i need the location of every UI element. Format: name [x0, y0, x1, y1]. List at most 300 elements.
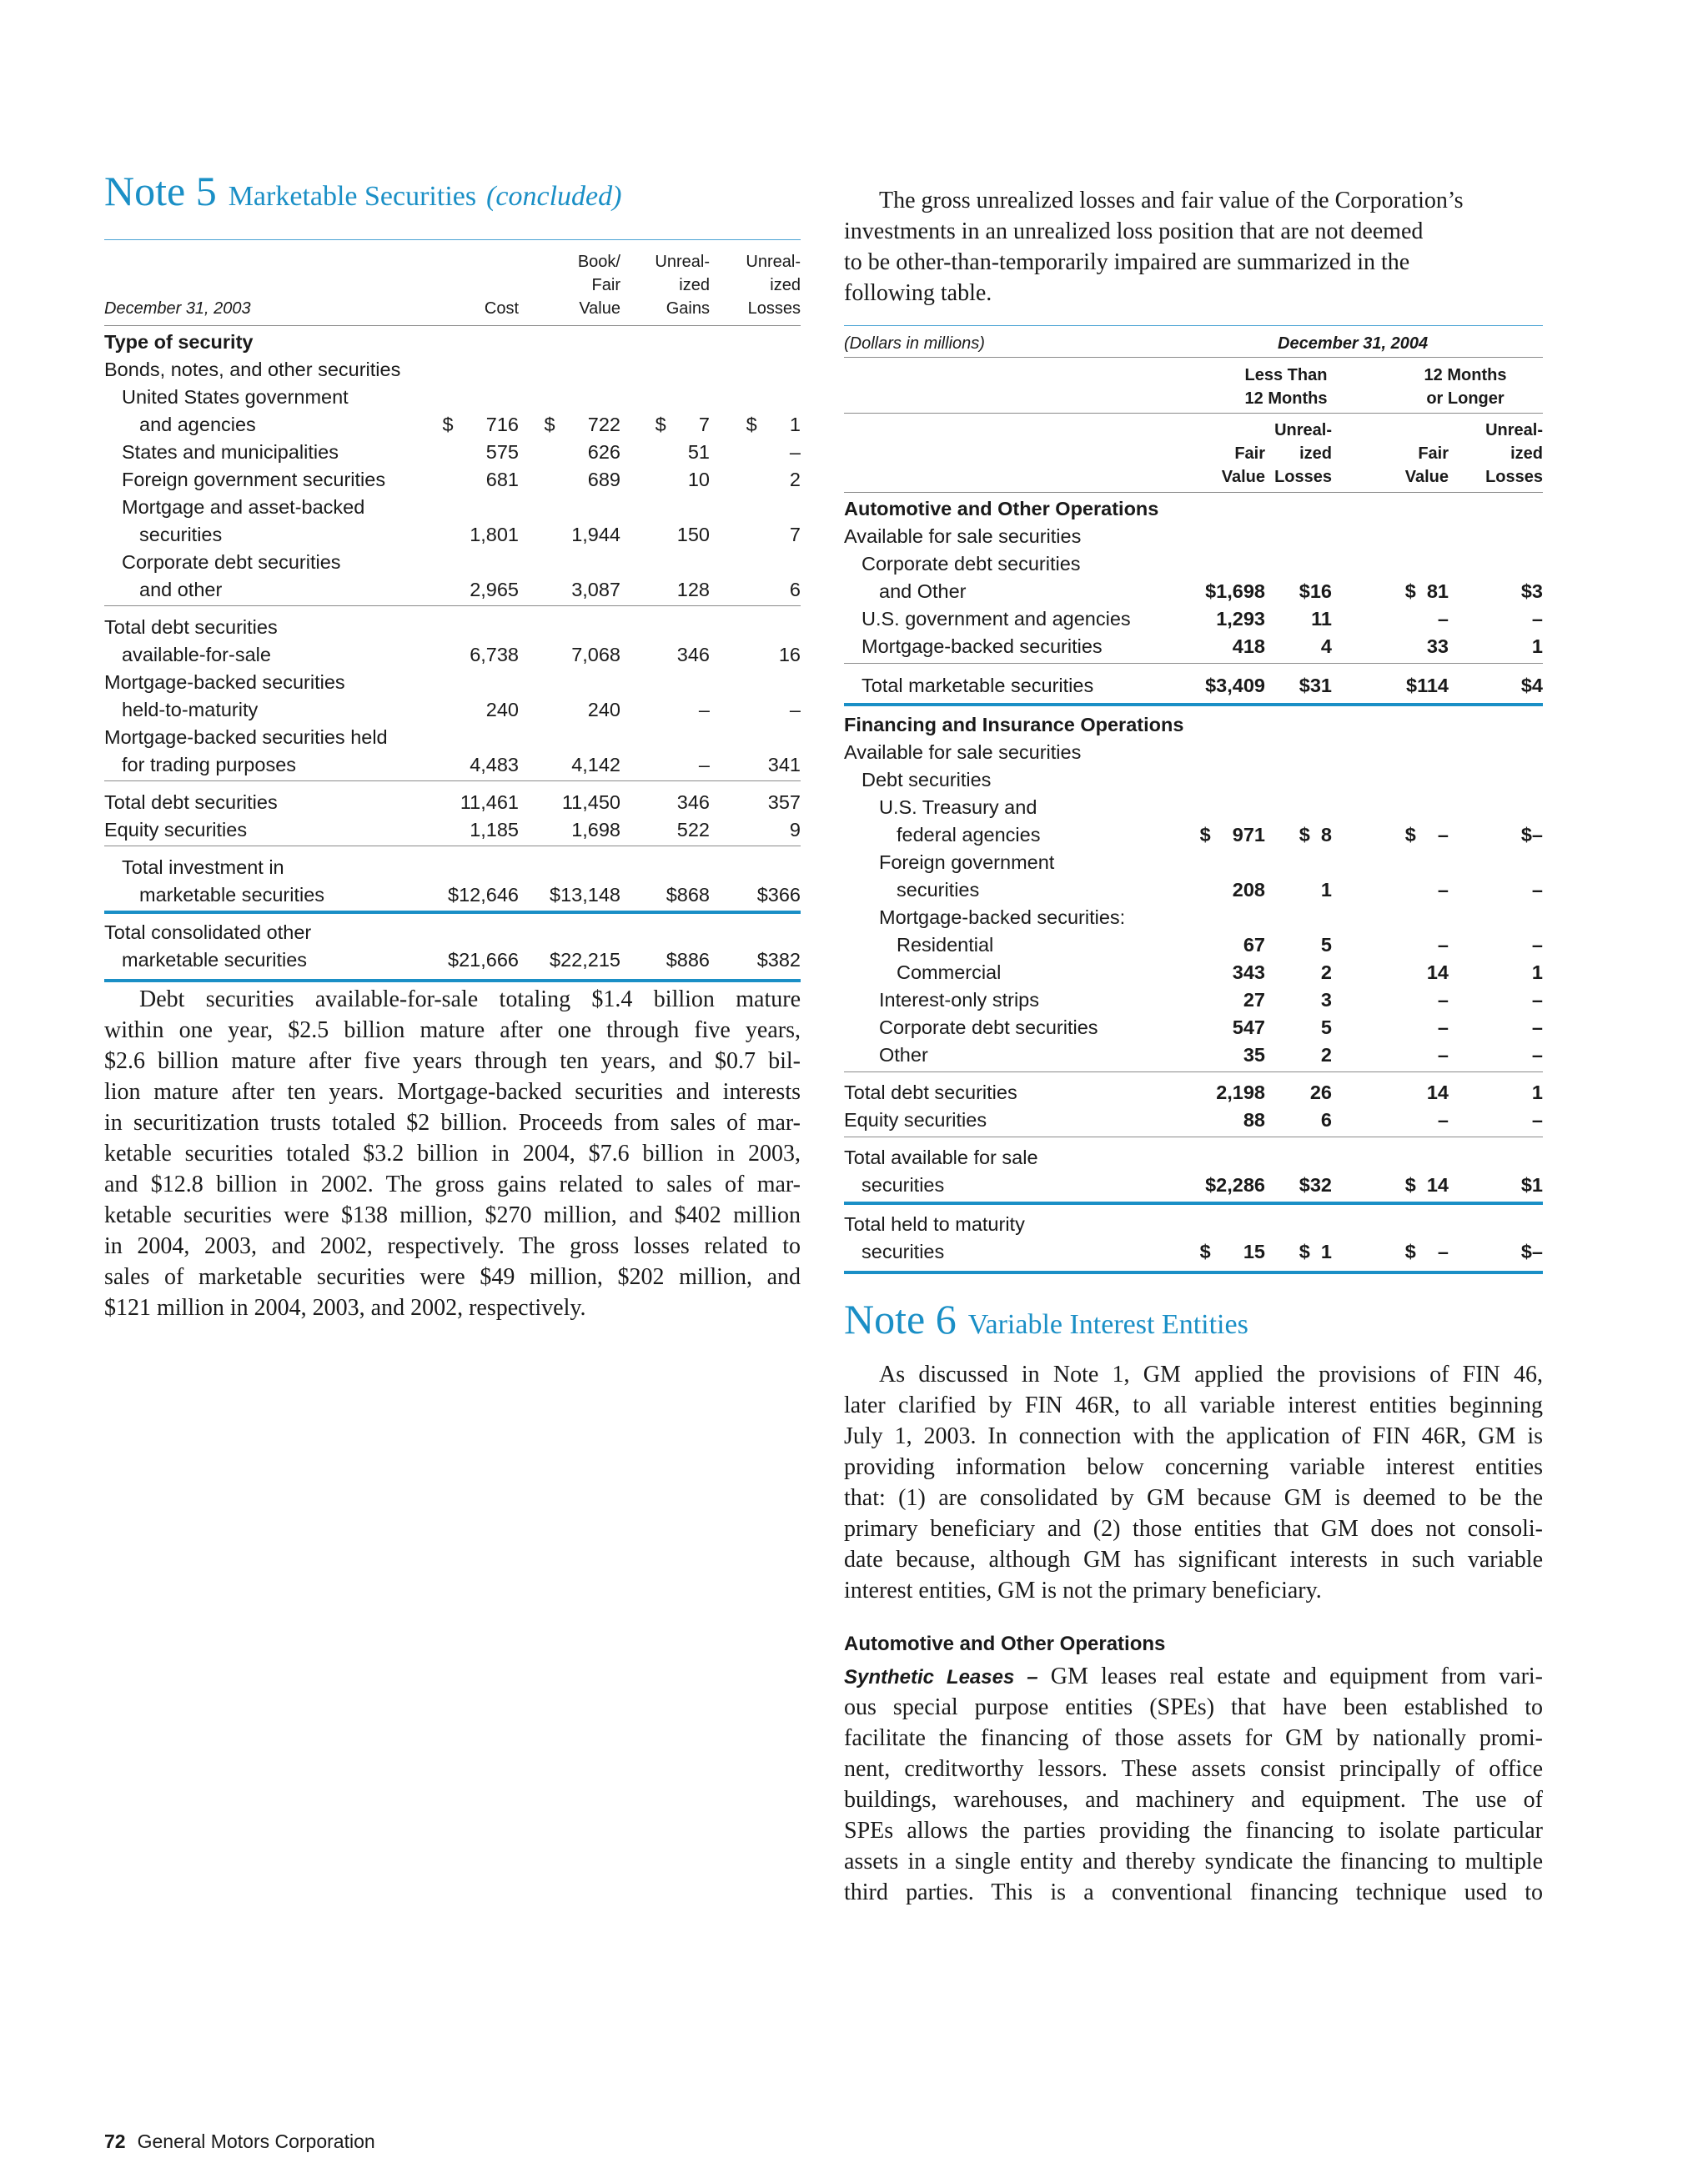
note5-paragraph-line: $2.6 billion mature after five years through ten years, and $0.7 bil- [104, 1048, 801, 1074]
note5-col-header-line: Losses [747, 299, 801, 318]
automotive-cell: – [1437, 608, 1449, 630]
financing-row-label: Debt securities [862, 769, 992, 790]
note5-header-rule [104, 325, 801, 326]
note5-paragraph [104, 984, 801, 1323]
financing-row-label: Total held to maturity [844, 1213, 1025, 1235]
note5-col-header-line: Fair [591, 276, 620, 294]
note5-cell: 4,483 [470, 754, 519, 775]
financing-row-label: Mortgage-backed securities: [879, 906, 1126, 928]
note5-cell: 1,698 [571, 819, 620, 841]
group-less-than-12-months [1203, 364, 1369, 410]
loss-col-header-line: Unreal- [1485, 421, 1543, 439]
note5-table-row [104, 816, 801, 844]
automotive-cell: $16 [1299, 580, 1332, 602]
financing-row-label: Other [879, 1044, 928, 1066]
financing-bottom-rule [844, 1271, 1543, 1274]
financing-row [844, 794, 1543, 821]
financing-cell: – [1531, 1016, 1543, 1038]
automotive-cell: 1,293 [1216, 608, 1265, 630]
financing-row [844, 904, 1543, 931]
note5-cell: 341 [767, 754, 801, 775]
financing-cell: 5 [1320, 934, 1332, 956]
group-header-line: or Longer [1426, 389, 1505, 408]
note6-number: Note 6 [844, 1296, 957, 1342]
synthetic-leases-line: facilitate the financing of those assets for GM by nationally promi- [844, 1725, 1543, 1751]
note6-paragraph-line: that: (1) are consolidated by GM because GM is deemed to be the [844, 1485, 1543, 1511]
note5-row-label: States and municipalities [122, 441, 339, 463]
financing-row [844, 1107, 1543, 1134]
financing-cell: 67 [1243, 934, 1265, 956]
synthetic-leases-label: Synthetic Leases – [844, 1666, 1038, 1689]
note5-row-label: Total debt securities [104, 616, 278, 638]
financing-cell: 5 [1320, 1016, 1332, 1038]
note5-cell: 6 [789, 579, 801, 600]
note5-cell: $ 1 [746, 414, 801, 435]
financing-cell: – [1437, 1016, 1449, 1038]
financing-cell: – [1531, 1109, 1543, 1131]
financing-cell: $ 8 [1299, 824, 1332, 846]
note5-cell: 7,068 [571, 644, 620, 665]
page-footer [104, 2130, 375, 2153]
note5-cell: 6,738 [470, 644, 519, 665]
note5-col-header-line: Unreal- [655, 253, 710, 271]
automotive-bottom-rule [844, 703, 1543, 706]
note5-cell: 626 [587, 441, 620, 463]
note5-table-row [104, 466, 801, 494]
automotive-row-label: Available for sale securities [844, 525, 1082, 547]
financing-cell: – [1437, 989, 1449, 1011]
note5-table-row [104, 881, 801, 909]
note5-table-row [104, 356, 801, 384]
synthetic-leases-line: third parties. This is a conventional financing technique used to [844, 1879, 1543, 1905]
loss-table-group-rule [844, 413, 1543, 414]
synthetic-leases-paragraph [844, 1661, 1543, 1908]
financing-cell: $ 1 [1299, 1241, 1332, 1262]
synthetic-leases-first-line [844, 1661, 1543, 1692]
note5-cell: 346 [676, 644, 710, 665]
automotive-row [844, 523, 1543, 550]
note5-row-label: and agencies [139, 414, 256, 435]
automotive-cell: $3 [1520, 580, 1543, 602]
financing-row-label: securities [897, 879, 980, 901]
note5-cell: $22,215 [550, 949, 620, 971]
note5-concluded: (concluded) [486, 181, 622, 212]
note5-cell: $ 722 [544, 414, 620, 435]
financing-cell: 14 [1426, 961, 1449, 983]
note5-col-header-line: Value [579, 299, 620, 318]
note5-section-rule [104, 911, 801, 914]
note5-paragraph-line: in 2004, 2003, and 2002, respectively. The gross losses related to [104, 1233, 801, 1259]
financing-row [844, 766, 1543, 794]
note5-table-row [104, 549, 801, 576]
note5-cell: 1,944 [571, 524, 620, 545]
note5-title: Marketable Securities [228, 181, 477, 212]
financing-row-label: Total debt securities [844, 1081, 1017, 1103]
financing-section-rule [844, 1071, 1543, 1072]
financing-row-label: Total available for sale [844, 1147, 1038, 1168]
loss-col-header-line: Losses [1274, 468, 1332, 486]
note5-cell: $ 7 [655, 414, 710, 435]
units-label: (Dollars in millions) [844, 334, 985, 353]
note5-cell: $12,646 [448, 884, 519, 906]
loss-col-header-line: ized [1510, 444, 1543, 463]
note5-cell: 357 [767, 791, 801, 813]
financing-heading: Financing and Insurance Operations [844, 714, 1184, 735]
note5-cell: $366 [756, 884, 801, 906]
automotive-row-label: Mortgage-backed securities [862, 635, 1103, 657]
note5-row-label: Corporate debt securities [122, 551, 341, 573]
note5-cell: 11,461 [460, 791, 519, 813]
note5-cell: 1,185 [470, 819, 519, 841]
financing-cell: 35 [1243, 1044, 1265, 1066]
loss-col-header-line: Fair [1234, 444, 1265, 463]
note5-row-label: securities [139, 524, 223, 545]
loss-col-header-2 [1357, 419, 1449, 489]
note6-paragraph-line: date because, although GM has significant interests in such variable [844, 1547, 1543, 1573]
intro-line: following table. [844, 280, 992, 306]
financing-row [844, 1041, 1543, 1069]
financing-row-label: Residential [897, 934, 994, 956]
loss-col-header-line: Value [1404, 468, 1449, 486]
note5-section-rule [104, 780, 801, 781]
note5-type-label: Type of security [104, 331, 254, 353]
loss-col-header-line: Value [1221, 468, 1265, 486]
note5-cell: – [698, 699, 710, 720]
note5-cell: 4,142 [571, 754, 620, 775]
automotive-cell: 4 [1320, 635, 1332, 657]
note5-cell: 128 [676, 579, 710, 600]
note5-cell: $382 [756, 949, 801, 971]
financing-cell: 14 [1426, 1081, 1449, 1103]
financing-row-label: Equity securities [844, 1109, 987, 1131]
automotive-row-label: and Other [879, 580, 967, 602]
automotive-cell: – [1531, 608, 1543, 630]
note5-cell: 240 [587, 699, 620, 720]
note5-cell: $21,666 [448, 949, 519, 971]
financing-row-label: Interest-only strips [879, 989, 1039, 1011]
automotive-row-label: U.S. government and agencies [862, 608, 1131, 630]
note5-col-header-2 [610, 250, 710, 320]
financing-cell: – [1531, 934, 1543, 956]
financing-row [844, 959, 1543, 986]
note5-col-header-line: ized [770, 276, 801, 294]
automotive-cell: $114 [1406, 675, 1449, 696]
note5-row-label: Total consolidated other [104, 921, 312, 943]
note5-section-rule [104, 605, 801, 606]
financing-row [844, 1172, 1543, 1199]
group-header-line: Less Than [1244, 366, 1328, 384]
synthetic-leases-line: ous special purpose entities (SPEs) that have been established to [844, 1694, 1543, 1720]
note5-table-row [104, 614, 801, 641]
financing-cell: $32 [1299, 1174, 1332, 1196]
financing-row [844, 849, 1543, 876]
note5-row-label: held-to-maturity [122, 699, 259, 720]
note5-table-row [104, 384, 801, 411]
automotive-row [844, 578, 1543, 605]
note5-date-label: December 31, 2003 [104, 299, 251, 318]
note6-heading [844, 1295, 1248, 1343]
note5-paragraph-line: Debt securities available-for-sale totaling $1.4 billion mature [139, 986, 801, 1012]
note5-row-label: marketable securities [122, 949, 308, 971]
note5-col-header-line [419, 274, 519, 297]
note5-row-label: available-for-sale [122, 644, 271, 665]
automotive-cell: 33 [1426, 635, 1449, 657]
group-header-line: 12 Months [1244, 389, 1328, 408]
note5-table-row [104, 439, 801, 466]
financing-cell: – [1437, 1044, 1449, 1066]
synthetic-leases-first-text: GM leases real estate and equipment from vari- [1037, 1664, 1544, 1689]
note5-cell: 689 [587, 469, 620, 490]
financing-section-rule [844, 1202, 1543, 1205]
financing-row-label: securities [862, 1241, 945, 1262]
financing-row-label: U.S. Treasury and [879, 796, 1037, 818]
financing-cell: – [1437, 1109, 1449, 1131]
loss-table-date-rule [844, 357, 1543, 358]
note5-col-header-1 [520, 250, 620, 320]
financing-row-label: Corporate debt securities [879, 1016, 1098, 1038]
note5-table-row [104, 411, 801, 439]
automotive-section-rule [844, 663, 1543, 664]
note5-row-label: and other [139, 579, 223, 600]
financing-row-label: Commercial [897, 961, 1002, 983]
synthetic-leases-line: nent, creditworthy lessors. These assets consist principally of office [844, 1756, 1543, 1782]
financing-cell: $– [1520, 1241, 1543, 1262]
automotive-row-label: Corporate debt securities [862, 553, 1081, 575]
note5-row-label: Mortgage-backed securities held [104, 726, 388, 748]
financing-row [844, 931, 1543, 959]
loss-table-top-rule [844, 325, 1543, 326]
financing-row-label: securities [862, 1174, 945, 1196]
note5-cell: $886 [666, 949, 710, 971]
financing-cell: – [1531, 1044, 1543, 1066]
automotive-cell: 1 [1531, 635, 1543, 657]
note5-table-row [104, 696, 801, 724]
note6-paragraph-line: later clarified by FIN 46R, to all variable interest entities beginning [844, 1393, 1543, 1418]
note5-cell: 346 [676, 791, 710, 813]
intro-line: The gross unrealized losses and fair value of the Corporation’s [879, 188, 1464, 213]
note5-cell: – [789, 699, 801, 720]
note5-cell: 575 [485, 441, 519, 463]
financing-cell: – [1531, 989, 1543, 1011]
synthetic-leases-line: SPEs allows the parties providing the financing to isolate particular [844, 1818, 1543, 1844]
note6-paragraph-line: providing information below concerning variable interest entities [844, 1454, 1543, 1480]
note5-col-header-line: ized [679, 276, 710, 294]
note5-col-header-line: Unreal- [746, 253, 801, 271]
note5-table-bottom-rule [104, 979, 801, 982]
note5-table-row [104, 576, 801, 604]
note5-cell: 2 [789, 469, 801, 490]
financing-cell: $– [1520, 824, 1543, 846]
financing-cell: 88 [1243, 1109, 1265, 1131]
financing-cell: 2 [1320, 961, 1332, 983]
automotive-row [844, 672, 1543, 700]
note5-cell: 3,087 [571, 579, 620, 600]
note5-cell: $ 716 [442, 414, 519, 435]
note5-cell: 2,965 [470, 579, 519, 600]
note5-table-row [104, 641, 801, 669]
financing-row [844, 821, 1543, 849]
financing-cell: $ – [1404, 824, 1449, 846]
note5-col-header-3 [701, 250, 801, 320]
note6-paragraph-line: interest entities, GM is not the primary beneficiary. [844, 1578, 1322, 1603]
note6-paragraph-line: primary beneficiary and (2) those entities that GM does not consoli- [844, 1516, 1543, 1542]
note6-paragraph-line: As discussed in Note 1, GM applied the provisions of FIN 46, [879, 1362, 1543, 1388]
note5-col-header-line: Cost [484, 299, 519, 318]
note5-table-row [104, 854, 801, 881]
automotive-cell: $4 [1520, 675, 1543, 696]
note5-table-row [104, 751, 801, 779]
financing-cell: $2,286 [1205, 1174, 1265, 1196]
note6-subheading: Automotive and Other Operations [844, 1633, 1166, 1655]
note5-row-label: marketable securities [139, 884, 325, 906]
automotive-row [844, 633, 1543, 660]
note5-row-label: Total debt securities [104, 791, 278, 813]
financing-cell: 27 [1243, 989, 1265, 1011]
automotive-cell: 11 [1311, 608, 1332, 630]
automotive-cell: $1,698 [1205, 580, 1265, 602]
note5-table-row [104, 946, 801, 974]
note5-row-label: Mortgage-backed securities [104, 671, 345, 693]
date-label: December 31, 2004 [1278, 334, 1429, 353]
financing-row [844, 1014, 1543, 1041]
financing-cell: 208 [1232, 879, 1265, 901]
note5-cell: 9 [789, 819, 801, 841]
note5-row-label: Foreign government securities [122, 469, 386, 490]
note5-row-label: Mortgage and asset-backed [122, 496, 365, 518]
financing-cell: $ 15 [1199, 1241, 1265, 1262]
financing-row [844, 986, 1543, 1014]
financing-cell: 2 [1320, 1044, 1332, 1066]
note5-row-label: for trading purposes [122, 754, 297, 775]
loss-col-header-line: Losses [1485, 468, 1543, 486]
financing-row [844, 739, 1543, 766]
note5-cell: – [789, 441, 801, 463]
loss-col-header-line [1357, 419, 1449, 442]
note5-cell: 16 [778, 644, 801, 665]
note5-paragraph-line: and $12.8 billion in 2002. The gross gains related to sales of mar- [104, 1172, 801, 1197]
note5-cell: 10 [687, 469, 710, 490]
note5-cell: – [698, 754, 710, 775]
synthetic-leases-line: buildings, warehouses, and machinery and equipment. The use of [844, 1787, 1543, 1813]
automotive-row-label: Total marketable securities [862, 675, 1094, 696]
financing-row [844, 876, 1543, 904]
note5-cell: 681 [485, 469, 519, 490]
note5-paragraph-line: ketable securities totaled $3.2 billion in 2004, $7.6 billion in 2003, [104, 1141, 801, 1167]
financing-cell: 3 [1320, 989, 1332, 1011]
note5-row-label: Bonds, notes, and other securities [104, 359, 401, 380]
note6-paragraph [844, 1359, 1543, 1606]
note5-cell: 1,801 [470, 524, 519, 545]
note5-paragraph-line: $121 million in 2004, 2003, and 2002, respectively. [104, 1295, 586, 1321]
automotive-heading: Automotive and Other Operations [844, 498, 1159, 519]
financing-cell: – [1437, 879, 1449, 901]
note5-number: Note 5 [104, 168, 217, 214]
automotive-cell: $31 [1299, 675, 1332, 696]
intro-line: to be other-than-temporarily impaired are summarized in the [844, 249, 1410, 275]
note5-cell: $868 [666, 884, 710, 906]
financing-cell: 343 [1232, 961, 1265, 983]
financing-cell: $ – [1404, 1241, 1449, 1262]
note5-table-row [104, 521, 801, 549]
automotive-row [844, 550, 1543, 578]
intro-paragraph [844, 185, 1543, 309]
automotive-cell: $ 81 [1404, 580, 1449, 602]
financing-row-label: Available for sale securities [844, 741, 1082, 763]
note5-table-row [104, 724, 801, 751]
financing-cell: 1 [1531, 1081, 1543, 1103]
automotive-cell: 418 [1232, 635, 1265, 657]
loss-table-header-rule [844, 492, 1543, 493]
company-name: General Motors Corporation [137, 2130, 375, 2152]
financing-row [844, 1211, 1543, 1238]
financing-cell: $1 [1520, 1174, 1543, 1196]
note5-cell: 240 [485, 699, 519, 720]
note5-table-row [104, 789, 801, 816]
loss-col-header-1 [1240, 419, 1332, 489]
automotive-row [844, 605, 1543, 633]
note5-table-row [104, 919, 801, 946]
note5-cell: 7 [789, 524, 801, 545]
financing-cell: 1 [1531, 961, 1543, 983]
note5-row-label: United States government [122, 386, 349, 408]
financing-row [844, 1079, 1543, 1107]
note5-table-row [104, 669, 801, 696]
note5-table-row [104, 494, 801, 521]
note5-cell: 522 [676, 819, 710, 841]
loss-col-header-3 [1451, 419, 1543, 489]
financing-cell: 6 [1320, 1109, 1332, 1131]
note5-table-top-rule [104, 239, 801, 240]
note5-paragraph-line: sales of marketable securities were $49 million, $202 million, and [104, 1264, 801, 1290]
note5-paragraph-line: ketable securities were $138 million, $270 million, and $402 million [104, 1202, 801, 1228]
note5-row-label: Equity securities [104, 819, 248, 841]
loss-col-header-line: Unreal- [1274, 421, 1332, 439]
financing-cell: – [1531, 879, 1543, 901]
note5-cell: 51 [687, 441, 710, 463]
financing-row-label: Foreign government [879, 851, 1055, 873]
financing-cell: $ 971 [1199, 824, 1265, 846]
note6-paragraph-line: July 1, 2003. In connection with the application of FIN 46R, GM is [844, 1423, 1543, 1449]
intro-line: investments in an unrealized loss position that are not deemed [844, 218, 1424, 244]
note5-heading [104, 167, 621, 215]
note5-paragraph-line: within one year, $2.5 billion mature after one through five years, [104, 1017, 801, 1043]
note5-col-header-line [419, 250, 519, 274]
note5-col-header-0 [419, 250, 519, 320]
note5-row-label: Total investment in [122, 856, 284, 878]
note5-paragraph-line: in securitization trusts totaled $2 billion. Proceeds from sales of mar- [104, 1110, 801, 1136]
note5-col-header-line: Gains [666, 299, 710, 318]
note5-cell: 150 [676, 524, 710, 545]
financing-cell: 26 [1309, 1081, 1332, 1103]
financing-cell: 1 [1320, 879, 1332, 901]
financing-cell: 2,198 [1216, 1081, 1265, 1103]
financing-cell: 547 [1232, 1016, 1265, 1038]
financing-row [844, 1144, 1543, 1172]
note5-cell: $13,148 [550, 884, 620, 906]
financing-row [844, 1238, 1543, 1266]
financing-cell: – [1437, 934, 1449, 956]
note5-col-header-line: Book/ [577, 253, 620, 271]
financing-cell: $ 14 [1404, 1174, 1449, 1196]
note5-cell: 11,450 [561, 791, 620, 813]
automotive-cell: $3,409 [1205, 675, 1265, 696]
loss-col-header-line: ized [1299, 444, 1332, 463]
group-12-months-or-longer [1382, 364, 1549, 410]
note5-paragraph-line: lion mature after ten years. Mortgage-backed securities and interests [104, 1079, 801, 1105]
page-number: 72 [104, 2130, 126, 2152]
group-header-line: 12 Months [1424, 366, 1507, 384]
loss-col-header-line: Fair [1418, 444, 1449, 463]
